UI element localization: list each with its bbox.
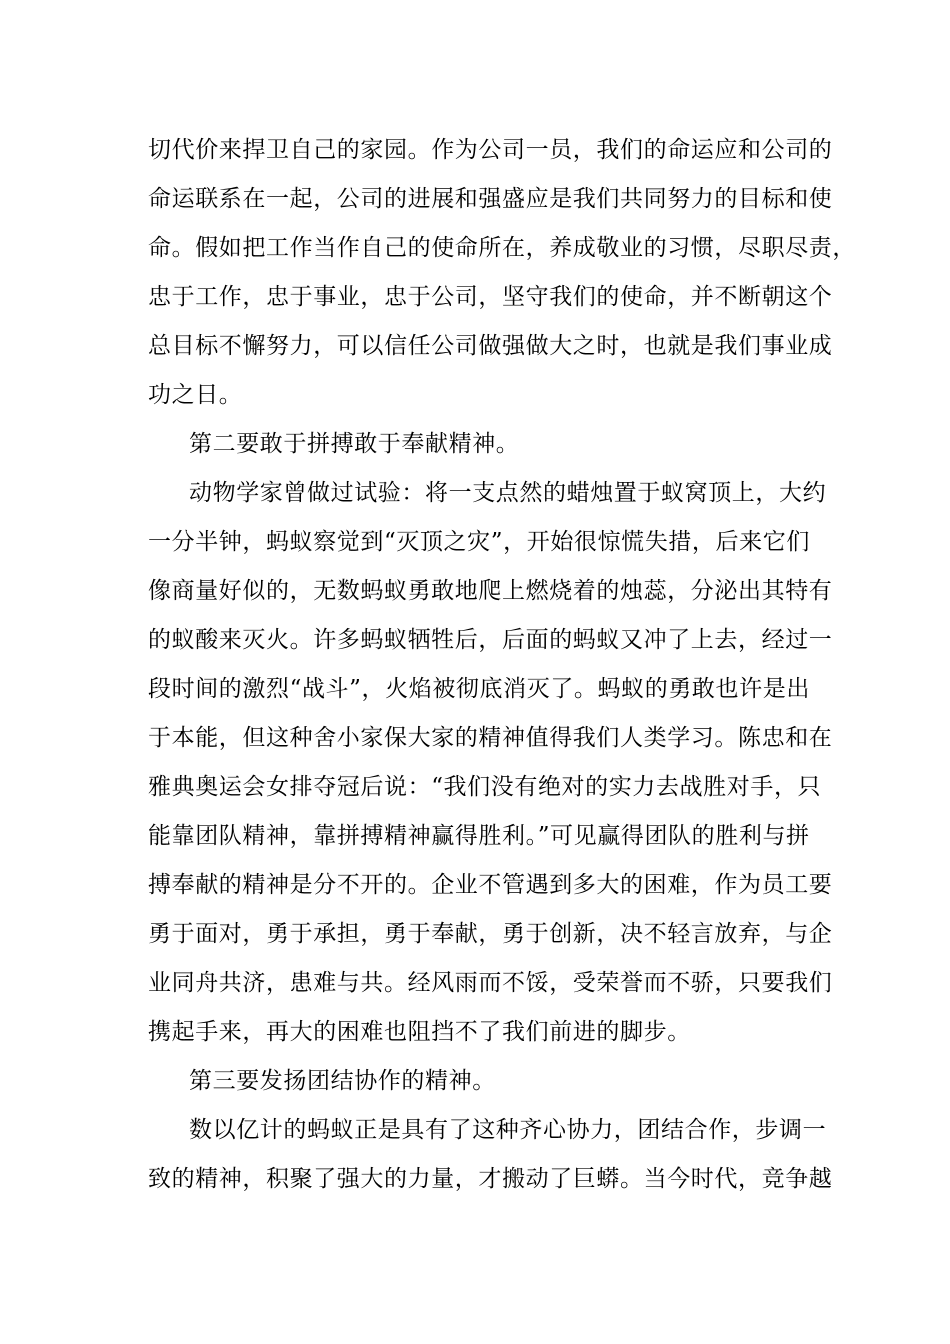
section-heading-2: 第二要敢于拼搏敢于奉献精神。 [189, 431, 520, 457]
body-text-line: 于本能，但这种舍小家保大家的精神值得我们人类学习。陈忠和在 [148, 725, 833, 751]
body-text-line: 命运联系在一起，公司的进展和强盛应是我们共同努力的目标和使 [148, 186, 833, 212]
body-text-line: 忠于工作，忠于事业，忠于公司，坚守我们的使命，并不断朝这个 [148, 284, 833, 310]
body-text-line: 功之日。 [148, 382, 243, 408]
body-text-line: 切代价来捍卫自己的家园。作为公司一员，我们的命运应和公司的 [148, 137, 833, 163]
body-text-line: 数以亿计的蚂蚁正是具有了这种齐心协力，团结合作，步调一 [189, 1117, 827, 1143]
body-text-line: 能靠团队精神，靠拼搏精神赢得胜利。”可见赢得团队的胜利与拼 [148, 823, 810, 849]
body-text-line: 雅典奥运会女排夺冠后说：“我们没有绝对的实力去战胜对手，只 [148, 774, 822, 800]
body-text-line: 搏奉献的精神是分不开的。企业不管遇到多大的困难，作为员工要 [148, 872, 833, 898]
body-text-line: 一分半钟，蚂蚁察觉到“灭顶之灾”，开始很惊慌失措，后来它们 [148, 529, 810, 555]
body-text-line: 致的精神，积聚了强大的力量，才搬动了巨蟒。当今时代，竞争越 [148, 1166, 833, 1192]
body-text-line: 业同舟共济，患难与共。经风雨而不馁，受荣誉而不骄，只要我们 [148, 970, 833, 996]
body-text-line: 携起手来，再大的困难也阻挡不了我们前进的脚步。 [148, 1019, 691, 1045]
body-text-line: 像商量好似的，无数蚂蚁勇敢地爬上燃烧着的烛蕊，分泌出其特有 [148, 578, 833, 604]
body-text-line: 的蚁酸来灭火。许多蚂蚁牺牲后，后面的蚂蚁又冲了上去，经过一 [148, 627, 833, 653]
body-text-line: 勇于面对，勇于承担，勇于奉献，勇于创新，决不轻言放弃，与企 [148, 921, 833, 947]
section-heading-3: 第三要发扬团结协作的精神。 [189, 1068, 496, 1094]
body-text-line: 命。假如把工作当作自己的使命所在，养成敬业的习惯，尽职尽责， [148, 235, 856, 261]
body-text-line: 段时间的激烈“战斗”，火焰被彻底消灭了。蚂蚁的勇敢也许是出 [148, 676, 810, 702]
body-text-line: 总目标不懈努力，可以信任公司做强做大之时，也就是我们事业成 [148, 333, 833, 359]
body-text-line: 动物学家曾做过试验：将一支点然的蜡烛置于蚁窝顶上，大约 [189, 480, 827, 506]
